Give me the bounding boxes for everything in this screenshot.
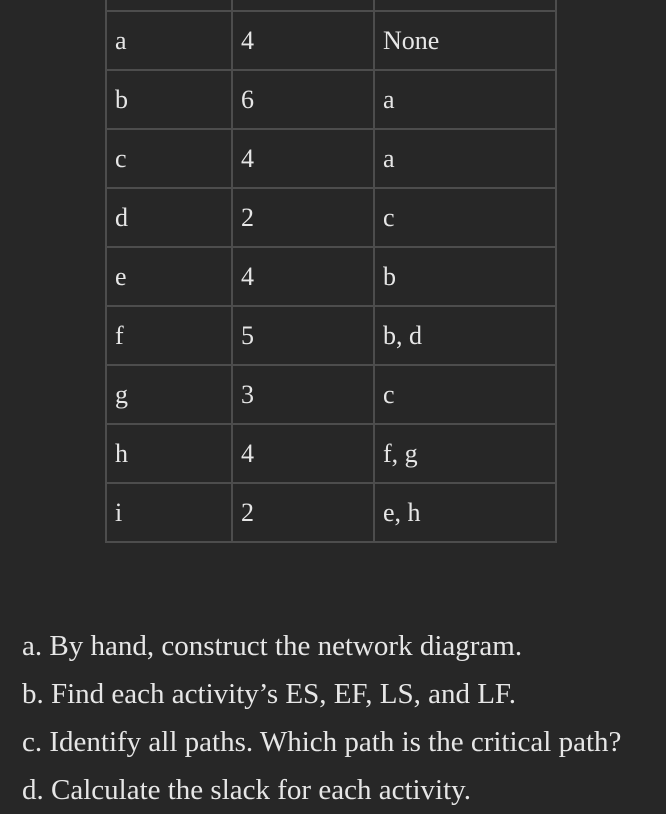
question-item: c. Identify all paths. Which path is the critical path? (22, 726, 622, 758)
time-cell: 3 (232, 365, 374, 424)
activity-cell: b (106, 70, 232, 129)
activity-cell: c (106, 129, 232, 188)
question-item: d. Calculate the slack for each activity. (22, 774, 472, 806)
table-header-cell (374, 0, 556, 11)
question-list (22, 622, 621, 814)
table-row (106, 247, 556, 306)
activity-cell: h (106, 424, 232, 483)
activity-table (105, 0, 557, 543)
predecessor-cell: b, d (374, 306, 556, 365)
predecessor-cell: None (374, 11, 556, 70)
table-row (106, 188, 556, 247)
question-item: a. By hand, construct the network diagram. (22, 630, 523, 662)
predecessor-cell: f, g (374, 424, 556, 483)
table-header-cell (232, 0, 374, 11)
time-cell: 6 (232, 70, 374, 129)
time-cell: 4 (232, 424, 374, 483)
predecessor-cell: e, h (374, 483, 556, 542)
table-row (106, 70, 556, 129)
table-header-cell (106, 0, 232, 11)
time-cell: 4 (232, 129, 374, 188)
activity-cell: a (106, 11, 232, 70)
table-header-row (106, 0, 556, 11)
activity-cell: e (106, 247, 232, 306)
time-cell: 2 (232, 188, 374, 247)
table-row (106, 11, 556, 70)
time-cell: 4 (232, 247, 374, 306)
table-row (106, 483, 556, 542)
table-row (106, 306, 556, 365)
predecessor-cell: b (374, 247, 556, 306)
predecessor-cell: a (374, 70, 556, 129)
table-row (106, 365, 556, 424)
predecessor-cell: c (374, 188, 556, 247)
time-cell: 5 (232, 306, 374, 365)
question-item: b. Find each activity’s ES, EF, LS, and LF. (22, 678, 516, 710)
activity-cell: g (106, 365, 232, 424)
predecessor-cell: a (374, 129, 556, 188)
predecessor-cell: c (374, 365, 556, 424)
activity-cell: f (106, 306, 232, 365)
activity-cell: i (106, 483, 232, 542)
table-row (106, 424, 556, 483)
time-cell: 2 (232, 483, 374, 542)
time-cell: 4 (232, 11, 374, 70)
table-row (106, 129, 556, 188)
activity-cell: d (106, 188, 232, 247)
